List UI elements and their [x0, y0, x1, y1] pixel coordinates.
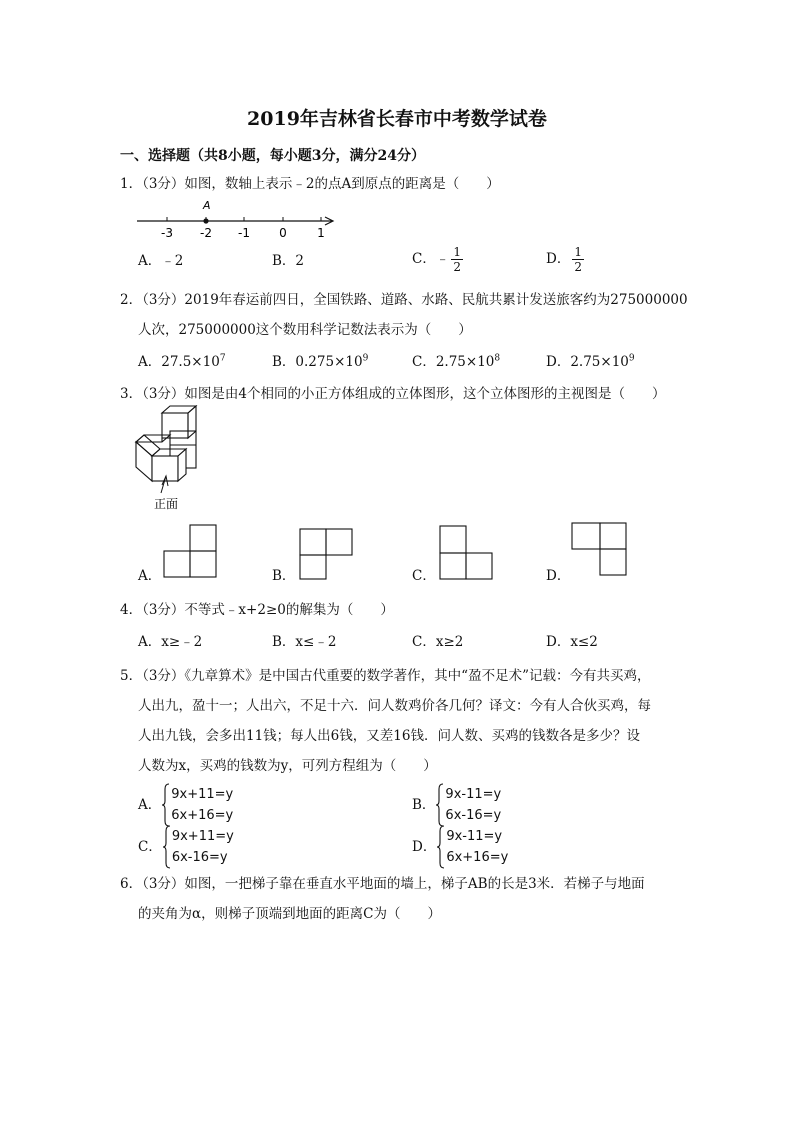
exponent: 7	[219, 353, 226, 364]
q1-option-d-prefix: D．	[546, 251, 571, 267]
left-brace-icon	[161, 783, 171, 827]
q5-option-a	[138, 783, 233, 827]
left-brace-icon	[435, 783, 445, 827]
equation: 6x-16=y	[445, 808, 502, 823]
option-label: C．	[138, 838, 162, 855]
q5-option-b	[412, 783, 501, 827]
q2-option-b	[272, 354, 368, 371]
question-1-stem: 1．（3分）如图，数轴上表示﹣2的点A到原点的距离是（ ）	[120, 176, 500, 192]
q1-option-d	[546, 245, 584, 274]
q3-option-c: C．	[412, 568, 436, 584]
equation: 9x-11=y	[446, 829, 503, 844]
cube-side-face	[178, 449, 186, 481]
option-label: B．	[412, 796, 436, 813]
option-text: D．2.75×10	[546, 354, 629, 370]
denominator: 2	[453, 260, 461, 274]
q1-option-b: B．2	[272, 253, 305, 269]
square	[440, 553, 466, 579]
q4-option-b: B．x≤﹣2	[272, 634, 337, 650]
fraction	[572, 245, 584, 274]
exponent: 8	[494, 353, 501, 364]
q4-option-a: A．x≥﹣2	[138, 634, 203, 650]
option-a-view	[160, 523, 220, 581]
tick-label: -1	[238, 226, 250, 240]
question-6-line2: 的夹角为α，则梯子顶端到地面的距离C为（ ）	[138, 906, 441, 922]
question-3-stem: 3．（3分）如图是由4个相同的小正方体组成的立体图形，这个立体图形的主视图是（ ）	[120, 386, 666, 402]
q5-option-d	[412, 825, 508, 869]
square	[440, 526, 466, 553]
tick-label: 1	[317, 226, 325, 240]
square	[300, 529, 326, 555]
square	[300, 555, 326, 579]
cube-front-face	[162, 413, 188, 438]
exponent: 9	[628, 353, 635, 364]
equation: 6x-16=y	[171, 850, 228, 865]
cube-side-face	[136, 442, 152, 481]
denominator: 2	[574, 260, 582, 274]
question-2-line2: 人次，275000000这个数用科学记数法表示为（ ）	[138, 322, 472, 338]
q2-option-a	[138, 354, 226, 371]
equation: 6x+16=y	[171, 808, 234, 823]
front-label: 正面	[154, 497, 179, 511]
exponent: 9	[362, 353, 369, 364]
question-6-line1: 6．（3分）如图，一把梯子靠在垂直水平地面的墙上，梯子AB的长是3米．若梯子与地面	[120, 876, 645, 892]
square	[190, 551, 216, 577]
square	[164, 551, 190, 577]
equation: 9x+11=y	[171, 829, 234, 844]
fraction	[451, 245, 463, 274]
q3-option-a: A．	[138, 568, 162, 584]
question-5-line1: 5．（3分）《九章算术》是中国古代重要的数学著作，其中“盈不足术”记载：今有共买鸡，	[120, 668, 651, 684]
cube-top-face	[162, 406, 196, 413]
number-line-figure	[134, 196, 344, 242]
question-5-line3: 人出九钱，会多出11钱；每人出6钱，又差16钱．问人数、买鸡的钱数各是多少？设	[138, 728, 640, 744]
option-text: A．27.5×10	[138, 354, 220, 370]
option-b-view	[296, 527, 356, 583]
q4-option-d: D．x≤2	[546, 634, 598, 650]
option-text: B．0.275×10	[272, 354, 363, 370]
left-brace-icon	[436, 825, 446, 869]
q1-option-a: A．﹣2	[138, 253, 184, 269]
question-5-line4: 人数为x，买鸡的钱数为y，可列方程组为（ ）	[138, 758, 437, 774]
option-text: C．2.75×10	[412, 354, 495, 370]
tick-label: 0	[279, 226, 287, 240]
option-label: D．	[412, 838, 437, 855]
square	[190, 525, 216, 551]
q1-option-c-prefix: C．﹣	[412, 251, 450, 267]
cube-solid-figure	[132, 405, 207, 513]
q1-option-c	[412, 245, 463, 274]
equation: 9x-11=y	[445, 787, 502, 802]
square	[600, 549, 626, 575]
left-brace-icon	[162, 825, 172, 869]
square	[326, 529, 352, 555]
question-5-line2: 人出九，盈十一；人出六，不足十六．问人数鸡价各几何？译文：今有人合伙买鸡，每	[138, 698, 651, 714]
tick-label: -2	[200, 226, 212, 240]
square	[572, 523, 600, 549]
option-c-view	[436, 524, 498, 582]
section-heading: 一、选择题（共8小题，每小题3分，满分24分）	[120, 148, 425, 164]
q4-option-c: C．x≥2	[412, 634, 464, 650]
square	[466, 553, 492, 579]
numerator: 1	[453, 245, 461, 259]
q2-option-c	[412, 354, 500, 371]
q5-option-c	[138, 825, 234, 869]
equation: 6x+16=y	[446, 850, 509, 865]
tick-label: -3	[161, 226, 173, 240]
q2-option-d	[546, 354, 635, 371]
q3-option-b: B．	[272, 568, 296, 584]
equation: 9x+11=y	[171, 787, 234, 802]
numerator: 1	[574, 245, 582, 259]
point-a-label: A	[203, 199, 211, 212]
option-label: A．	[138, 796, 162, 813]
cube-side-face	[188, 406, 196, 438]
exam-title: 2019年吉林省长春市中考数学试卷	[247, 108, 547, 130]
square	[600, 523, 626, 549]
option-d-view	[570, 521, 632, 579]
question-4-stem: 4．（3分）不等式﹣x+2≥0的解集为（ ）	[120, 602, 394, 618]
question-2-line1: 2．（3分）2019年春运前四日，全国铁路、道路、水路、民航共累计发送旅客约为275000000	[120, 292, 688, 308]
q3-option-d: D．	[546, 568, 571, 584]
point-a-dot	[203, 218, 208, 223]
